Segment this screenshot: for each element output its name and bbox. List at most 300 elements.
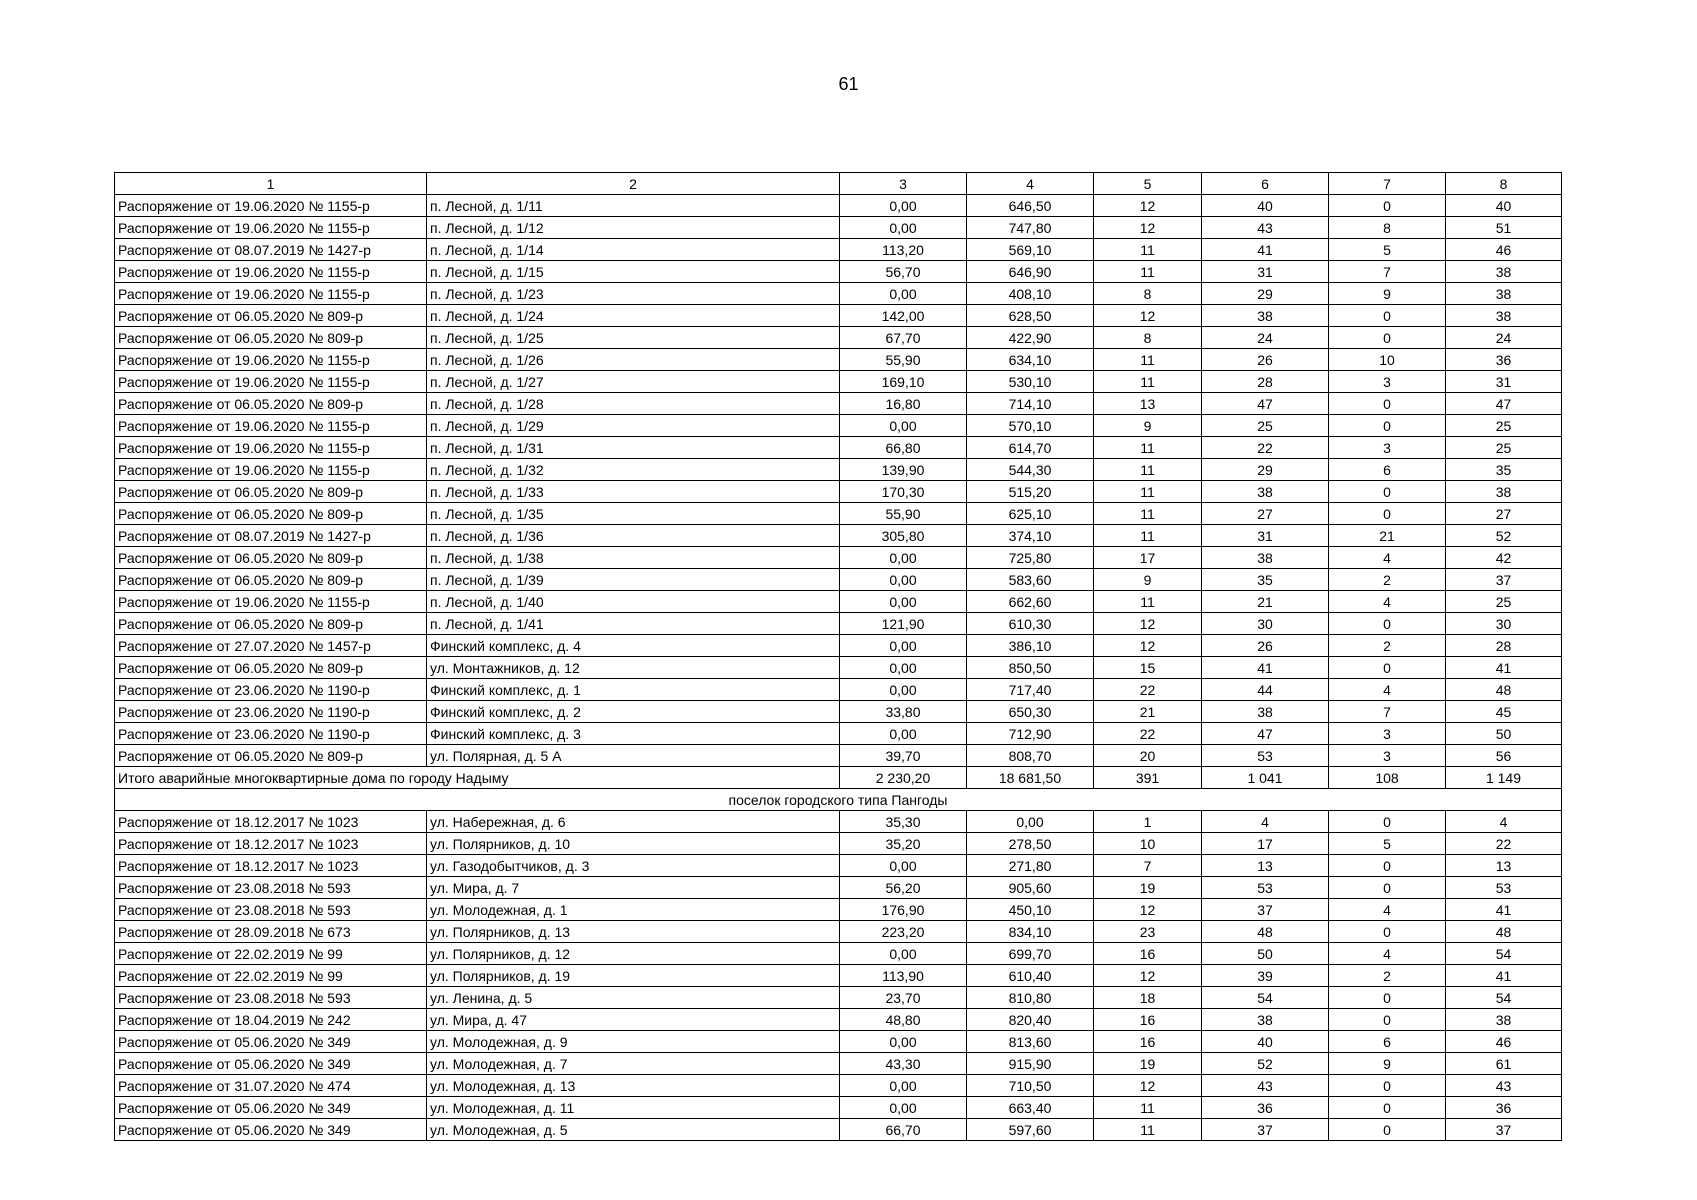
- value-cell-6: 29: [1202, 283, 1329, 305]
- value-cell-6: 38: [1202, 481, 1329, 503]
- value-cell-6: 53: [1202, 877, 1329, 899]
- document-cell: Распоряжение от 19.06.2020 № 1155-р: [115, 459, 427, 481]
- column-number-cell: 2: [427, 173, 840, 195]
- value-cell-7: 21: [1329, 525, 1446, 547]
- value-cell-5: 20: [1094, 745, 1202, 767]
- value-cell-7: 4: [1329, 547, 1446, 569]
- address-cell: ул. Полярников, д. 13: [427, 921, 840, 943]
- column-number-cell: 3: [840, 173, 967, 195]
- value-cell-7: 0: [1329, 503, 1446, 525]
- value-cell-3: 55,90: [840, 503, 967, 525]
- value-cell-7: 4: [1329, 943, 1446, 965]
- value-cell-6: 41: [1202, 657, 1329, 679]
- value-cell-8: 54: [1446, 943, 1562, 965]
- value-cell-6: 50: [1202, 943, 1329, 965]
- document-cell: Распоряжение от 18.04.2019 № 242: [115, 1009, 427, 1031]
- column-number-cell: 4: [967, 173, 1094, 195]
- value-cell-6: 47: [1202, 723, 1329, 745]
- value-cell-5: 8: [1094, 283, 1202, 305]
- value-cell-3: 0,00: [840, 855, 967, 877]
- value-cell-3: 23,70: [840, 987, 967, 1009]
- value-cell-8: 54: [1446, 987, 1562, 1009]
- value-cell-8: 36: [1446, 349, 1562, 371]
- value-cell-5: 8: [1094, 327, 1202, 349]
- value-cell-7: 0: [1329, 987, 1446, 1009]
- value-cell-6: 40: [1202, 195, 1329, 217]
- address-cell: ул. Мира, д. 7: [427, 877, 840, 899]
- table-row: [115, 195, 1562, 217]
- value-cell-8: 45: [1446, 701, 1562, 723]
- value-cell-3: 0,00: [840, 943, 967, 965]
- address-cell: Финский комплекс, д. 4: [427, 635, 840, 657]
- address-cell: п. Лесной, д. 1/27: [427, 371, 840, 393]
- value-cell-7: 3: [1329, 745, 1446, 767]
- section-title-cell: поселок городского типа Пангоды: [115, 789, 1562, 811]
- value-cell-3: 67,70: [840, 327, 967, 349]
- value-cell-6: 36: [1202, 1097, 1329, 1119]
- value-cell-5: 11: [1094, 459, 1202, 481]
- value-cell-5: 19: [1094, 877, 1202, 899]
- value-cell-6: 31: [1202, 525, 1329, 547]
- address-cell: п. Лесной, д. 1/26: [427, 349, 840, 371]
- address-cell: Финский комплекс, д. 3: [427, 723, 840, 745]
- address-cell: п. Лесной, д. 1/40: [427, 591, 840, 613]
- value-cell-4: 597,60: [967, 1119, 1094, 1141]
- value-cell-5: 9: [1094, 415, 1202, 437]
- value-cell-8: 41: [1446, 657, 1562, 679]
- value-cell-7: 0: [1329, 327, 1446, 349]
- value-cell-8: 46: [1446, 1031, 1562, 1053]
- value-cell-4: 915,90: [967, 1053, 1094, 1075]
- document-cell: Распоряжение от 06.05.2020 № 809-р: [115, 613, 427, 635]
- document-cell: Распоряжение от 23.08.2018 № 593: [115, 987, 427, 1009]
- value-cell-8: 48: [1446, 679, 1562, 701]
- value-cell-3: 0,00: [840, 591, 967, 613]
- value-cell-5: 11: [1094, 1119, 1202, 1141]
- table-row: [115, 657, 1562, 679]
- value-cell-3: 176,90: [840, 899, 967, 921]
- document-cell: Распоряжение от 23.08.2018 № 593: [115, 899, 427, 921]
- value-cell-8: 30: [1446, 613, 1562, 635]
- value-cell-3: 56,20: [840, 877, 967, 899]
- value-cell-5: 11: [1094, 349, 1202, 371]
- housing-register-table: [114, 172, 1562, 1141]
- table-row: [115, 1031, 1562, 1053]
- value-cell-6: 37: [1202, 899, 1329, 921]
- document-cell: Распоряжение от 19.06.2020 № 1155-р: [115, 195, 427, 217]
- value-cell-7: 10: [1329, 349, 1446, 371]
- value-cell-3: 0,00: [840, 1097, 967, 1119]
- table-row: [115, 833, 1562, 855]
- document-cell: Распоряжение от 23.06.2020 № 1190-р: [115, 701, 427, 723]
- value-cell-7: 0: [1329, 305, 1446, 327]
- value-cell-4: 710,50: [967, 1075, 1094, 1097]
- table-row: [115, 371, 1562, 393]
- value-cell-3: 170,30: [840, 481, 967, 503]
- value-cell-6: 4: [1202, 811, 1329, 833]
- value-cell-8: 50: [1446, 723, 1562, 745]
- value-cell-4: 663,40: [967, 1097, 1094, 1119]
- value-cell-6: 41: [1202, 239, 1329, 261]
- value-cell-3: 39,70: [840, 745, 967, 767]
- address-cell: Финский комплекс, д. 2: [427, 701, 840, 723]
- value-cell-5: 10: [1094, 833, 1202, 855]
- value-cell-8: 27: [1446, 503, 1562, 525]
- column-number-cell: 1: [115, 173, 427, 195]
- value-cell-4: 408,10: [967, 283, 1094, 305]
- value-cell-8: 41: [1446, 899, 1562, 921]
- value-cell-7: 0: [1329, 1097, 1446, 1119]
- value-cell-6: 39: [1202, 965, 1329, 987]
- value-cell-7: 2: [1329, 965, 1446, 987]
- document-cell: Распоряжение от 05.06.2020 № 349: [115, 1031, 427, 1053]
- table-row: [115, 679, 1562, 701]
- total-value-cell: 1 041: [1202, 767, 1329, 789]
- value-cell-5: 11: [1094, 591, 1202, 613]
- value-cell-4: 422,90: [967, 327, 1094, 349]
- value-cell-6: 38: [1202, 701, 1329, 723]
- value-cell-6: 44: [1202, 679, 1329, 701]
- value-cell-3: 16,80: [840, 393, 967, 415]
- table-row: [115, 481, 1562, 503]
- table-row: [115, 415, 1562, 437]
- value-cell-5: 22: [1094, 723, 1202, 745]
- value-cell-8: 38: [1446, 283, 1562, 305]
- value-cell-3: 55,90: [840, 349, 967, 371]
- value-cell-7: 9: [1329, 283, 1446, 305]
- table-row: [115, 393, 1562, 415]
- value-cell-4: 810,80: [967, 987, 1094, 1009]
- address-cell: п. Лесной, д. 1/32: [427, 459, 840, 481]
- address-cell: ул. Набережная, д. 6: [427, 811, 840, 833]
- value-cell-8: 24: [1446, 327, 1562, 349]
- value-cell-6: 13: [1202, 855, 1329, 877]
- value-cell-5: 12: [1094, 217, 1202, 239]
- table-row: [115, 305, 1562, 327]
- value-cell-7: 0: [1329, 921, 1446, 943]
- value-cell-7: 6: [1329, 1031, 1446, 1053]
- address-cell: ул. Молодежная, д. 11: [427, 1097, 840, 1119]
- column-number-row: [115, 173, 1562, 195]
- value-cell-4: 583,60: [967, 569, 1094, 591]
- value-cell-3: 169,10: [840, 371, 967, 393]
- value-cell-8: 51: [1446, 217, 1562, 239]
- value-cell-4: 699,70: [967, 943, 1094, 965]
- document-cell: Распоряжение от 18.12.2017 № 1023: [115, 811, 427, 833]
- value-cell-7: 0: [1329, 1009, 1446, 1031]
- address-cell: п. Лесной, д. 1/39: [427, 569, 840, 591]
- value-cell-7: 2: [1329, 635, 1446, 657]
- value-cell-5: 16: [1094, 1031, 1202, 1053]
- address-cell: п. Лесной, д. 1/12: [427, 217, 840, 239]
- address-cell: ул. Полярников, д. 19: [427, 965, 840, 987]
- value-cell-6: 17: [1202, 833, 1329, 855]
- value-cell-8: 41: [1446, 965, 1562, 987]
- table-row: [115, 261, 1562, 283]
- value-cell-4: 813,60: [967, 1031, 1094, 1053]
- value-cell-4: 544,30: [967, 459, 1094, 481]
- address-cell: п. Лесной, д. 1/28: [427, 393, 840, 415]
- value-cell-4: 712,90: [967, 723, 1094, 745]
- value-cell-7: 9: [1329, 1053, 1446, 1075]
- value-cell-8: 43: [1446, 1075, 1562, 1097]
- column-number-cell: 7: [1329, 173, 1446, 195]
- value-cell-5: 16: [1094, 1009, 1202, 1031]
- value-cell-4: 650,30: [967, 701, 1094, 723]
- value-cell-3: 56,70: [840, 261, 967, 283]
- value-cell-7: 4: [1329, 591, 1446, 613]
- address-cell: п. Лесной, д. 1/23: [427, 283, 840, 305]
- value-cell-8: 35: [1446, 459, 1562, 481]
- value-cell-3: 0,00: [840, 195, 967, 217]
- value-cell-3: 48,80: [840, 1009, 967, 1031]
- document-cell: Распоряжение от 06.05.2020 № 809-р: [115, 305, 427, 327]
- value-cell-6: 27: [1202, 503, 1329, 525]
- total-value-cell: 391: [1094, 767, 1202, 789]
- value-cell-7: 0: [1329, 877, 1446, 899]
- value-cell-5: 22: [1094, 679, 1202, 701]
- address-cell: Финский комплекс, д. 1: [427, 679, 840, 701]
- document-cell: Распоряжение от 19.06.2020 № 1155-р: [115, 415, 427, 437]
- value-cell-7: 0: [1329, 195, 1446, 217]
- value-cell-6: 30: [1202, 613, 1329, 635]
- value-cell-5: 12: [1094, 635, 1202, 657]
- value-cell-7: 4: [1329, 679, 1446, 701]
- value-cell-3: 113,90: [840, 965, 967, 987]
- value-cell-3: 0,00: [840, 1031, 967, 1053]
- value-cell-7: 0: [1329, 393, 1446, 415]
- document-cell: Распоряжение от 19.06.2020 № 1155-р: [115, 349, 427, 371]
- value-cell-3: 66,70: [840, 1119, 967, 1141]
- table-row: [115, 1075, 1562, 1097]
- address-cell: п. Лесной, д. 1/24: [427, 305, 840, 327]
- value-cell-5: 1: [1094, 811, 1202, 833]
- table-row: [115, 547, 1562, 569]
- value-cell-8: 38: [1446, 481, 1562, 503]
- value-cell-8: 37: [1446, 569, 1562, 591]
- address-cell: ул. Молодежная, д. 1: [427, 899, 840, 921]
- address-cell: ул. Полярная, д. 5 А: [427, 745, 840, 767]
- document-cell: Распоряжение от 18.12.2017 № 1023: [115, 833, 427, 855]
- value-cell-8: 48: [1446, 921, 1562, 943]
- value-cell-7: 5: [1329, 833, 1446, 855]
- value-cell-5: 12: [1094, 305, 1202, 327]
- value-cell-3: 113,20: [840, 239, 967, 261]
- value-cell-3: 0,00: [840, 723, 967, 745]
- table-row: [115, 943, 1562, 965]
- value-cell-6: 31: [1202, 261, 1329, 283]
- value-cell-7: 0: [1329, 657, 1446, 679]
- value-cell-5: 12: [1094, 195, 1202, 217]
- value-cell-3: 0,00: [840, 1075, 967, 1097]
- value-cell-5: 16: [1094, 943, 1202, 965]
- value-cell-5: 19: [1094, 1053, 1202, 1075]
- value-cell-8: 40: [1446, 195, 1562, 217]
- value-cell-5: 11: [1094, 371, 1202, 393]
- table-row: [115, 569, 1562, 591]
- value-cell-8: 56: [1446, 745, 1562, 767]
- value-cell-5: 11: [1094, 525, 1202, 547]
- address-cell: п. Лесной, д. 1/31: [427, 437, 840, 459]
- value-cell-6: 26: [1202, 635, 1329, 657]
- section-title-row: [115, 789, 1562, 811]
- value-cell-5: 9: [1094, 569, 1202, 591]
- document-cell: Распоряжение от 06.05.2020 № 809-р: [115, 657, 427, 679]
- value-cell-3: 66,80: [840, 437, 967, 459]
- address-cell: ул. Молодежная, д. 13: [427, 1075, 840, 1097]
- value-cell-4: 662,60: [967, 591, 1094, 613]
- value-cell-4: 610,40: [967, 965, 1094, 987]
- column-number-cell: 8: [1446, 173, 1562, 195]
- value-cell-7: 3: [1329, 437, 1446, 459]
- value-cell-7: 2: [1329, 569, 1446, 591]
- address-cell: п. Лесной, д. 1/33: [427, 481, 840, 503]
- value-cell-8: 25: [1446, 437, 1562, 459]
- value-cell-3: 121,90: [840, 613, 967, 635]
- column-number-cell: 6: [1202, 173, 1329, 195]
- value-cell-7: 0: [1329, 811, 1446, 833]
- table-row: [115, 723, 1562, 745]
- document-cell: Распоряжение от 08.07.2019 № 1427-р: [115, 239, 427, 261]
- value-cell-3: 139,90: [840, 459, 967, 481]
- value-cell-7: 0: [1329, 415, 1446, 437]
- value-cell-6: 48: [1202, 921, 1329, 943]
- total-value-cell: 108: [1329, 767, 1446, 789]
- document-cell: Распоряжение от 06.05.2020 № 809-р: [115, 547, 427, 569]
- column-number-cell: 5: [1094, 173, 1202, 195]
- value-cell-5: 17: [1094, 547, 1202, 569]
- value-cell-6: 38: [1202, 1009, 1329, 1031]
- document-cell: Распоряжение от 19.06.2020 № 1155-р: [115, 217, 427, 239]
- document-cell: Распоряжение от 19.06.2020 № 1155-р: [115, 371, 427, 393]
- document-cell: Распоряжение от 27.07.2020 № 1457-р: [115, 635, 427, 657]
- address-cell: п. Лесной, д. 1/29: [427, 415, 840, 437]
- value-cell-3: 43,30: [840, 1053, 967, 1075]
- value-cell-4: 714,10: [967, 393, 1094, 415]
- value-cell-4: 625,10: [967, 503, 1094, 525]
- value-cell-7: 3: [1329, 723, 1446, 745]
- address-cell: ул. Молодежная, д. 9: [427, 1031, 840, 1053]
- value-cell-8: 52: [1446, 525, 1562, 547]
- value-cell-7: 5: [1329, 239, 1446, 261]
- value-cell-8: 22: [1446, 833, 1562, 855]
- total-value-cell: 1 149: [1446, 767, 1562, 789]
- value-cell-4: 569,10: [967, 239, 1094, 261]
- value-cell-3: 0,00: [840, 569, 967, 591]
- value-cell-8: 61: [1446, 1053, 1562, 1075]
- table-row: [115, 239, 1562, 261]
- document-cell: Распоряжение от 28.09.2018 № 673: [115, 921, 427, 943]
- document-cell: Распоряжение от 23.06.2020 № 1190-р: [115, 679, 427, 701]
- address-cell: ул. Ленина, д. 5: [427, 987, 840, 1009]
- value-cell-6: 22: [1202, 437, 1329, 459]
- value-cell-3: 0,00: [840, 415, 967, 437]
- value-cell-3: 35,20: [840, 833, 967, 855]
- value-cell-8: 25: [1446, 591, 1562, 613]
- document-cell: Распоряжение от 05.06.2020 № 349: [115, 1119, 427, 1141]
- document-cell: Распоряжение от 06.05.2020 № 809-р: [115, 745, 427, 767]
- value-cell-4: 386,10: [967, 635, 1094, 657]
- address-cell: п. Лесной, д. 1/35: [427, 503, 840, 525]
- value-cell-6: 38: [1202, 305, 1329, 327]
- value-cell-5: 18: [1094, 987, 1202, 1009]
- value-cell-8: 36: [1446, 1097, 1562, 1119]
- value-cell-5: 11: [1094, 437, 1202, 459]
- value-cell-4: 725,80: [967, 547, 1094, 569]
- table-row: [115, 855, 1562, 877]
- value-cell-6: 28: [1202, 371, 1329, 393]
- value-cell-8: 28: [1446, 635, 1562, 657]
- value-cell-7: 4: [1329, 899, 1446, 921]
- value-cell-5: 11: [1094, 261, 1202, 283]
- total-value-cell: 18 681,50: [967, 767, 1094, 789]
- document-cell: Распоряжение от 06.05.2020 № 809-р: [115, 503, 427, 525]
- value-cell-8: 38: [1446, 305, 1562, 327]
- value-cell-5: 12: [1094, 899, 1202, 921]
- value-cell-7: 0: [1329, 1075, 1446, 1097]
- value-cell-3: 305,80: [840, 525, 967, 547]
- document-cell: Распоряжение от 05.06.2020 № 349: [115, 1097, 427, 1119]
- value-cell-5: 21: [1094, 701, 1202, 723]
- address-cell: п. Лесной, д. 1/15: [427, 261, 840, 283]
- address-cell: п. Лесной, д. 1/25: [427, 327, 840, 349]
- value-cell-5: 11: [1094, 503, 1202, 525]
- document-cell: Распоряжение от 05.06.2020 № 349: [115, 1053, 427, 1075]
- table-row: [115, 349, 1562, 371]
- document-cell: Распоряжение от 06.05.2020 № 809-р: [115, 481, 427, 503]
- document-cell: Распоряжение от 08.07.2019 № 1427-р: [115, 525, 427, 547]
- address-cell: п. Лесной, д. 1/36: [427, 525, 840, 547]
- value-cell-5: 13: [1094, 393, 1202, 415]
- value-cell-4: 820,40: [967, 1009, 1094, 1031]
- table-row: [115, 1053, 1562, 1075]
- document-cell: Распоряжение от 06.05.2020 № 809-р: [115, 327, 427, 349]
- value-cell-3: 0,00: [840, 679, 967, 701]
- value-cell-4: 278,50: [967, 833, 1094, 855]
- value-cell-5: 15: [1094, 657, 1202, 679]
- value-cell-3: 142,00: [840, 305, 967, 327]
- value-cell-6: 26: [1202, 349, 1329, 371]
- address-cell: п. Лесной, д. 1/38: [427, 547, 840, 569]
- table-row: [115, 327, 1562, 349]
- value-cell-7: 6: [1329, 459, 1446, 481]
- value-cell-4: 0,00: [967, 811, 1094, 833]
- address-cell: п. Лесной, д. 1/14: [427, 239, 840, 261]
- value-cell-7: 0: [1329, 855, 1446, 877]
- value-cell-6: 25: [1202, 415, 1329, 437]
- document-cell: Распоряжение от 31.07.2020 № 474: [115, 1075, 427, 1097]
- value-cell-4: 614,70: [967, 437, 1094, 459]
- value-cell-3: 0,00: [840, 217, 967, 239]
- page-number: 61: [838, 74, 859, 94]
- table-row: [115, 503, 1562, 525]
- document-cell: Распоряжение от 18.12.2017 № 1023: [115, 855, 427, 877]
- value-cell-4: 905,60: [967, 877, 1094, 899]
- value-cell-7: 0: [1329, 613, 1446, 635]
- value-cell-6: 37: [1202, 1119, 1329, 1141]
- value-cell-8: 25: [1446, 415, 1562, 437]
- table-row: [115, 701, 1562, 723]
- value-cell-8: 13: [1446, 855, 1562, 877]
- value-cell-8: 38: [1446, 1009, 1562, 1031]
- value-cell-6: 43: [1202, 217, 1329, 239]
- value-cell-5: 11: [1094, 239, 1202, 261]
- value-cell-4: 747,80: [967, 217, 1094, 239]
- table-row: [115, 1119, 1562, 1141]
- table-row: [115, 459, 1562, 481]
- value-cell-6: 24: [1202, 327, 1329, 349]
- value-cell-6: 38: [1202, 547, 1329, 569]
